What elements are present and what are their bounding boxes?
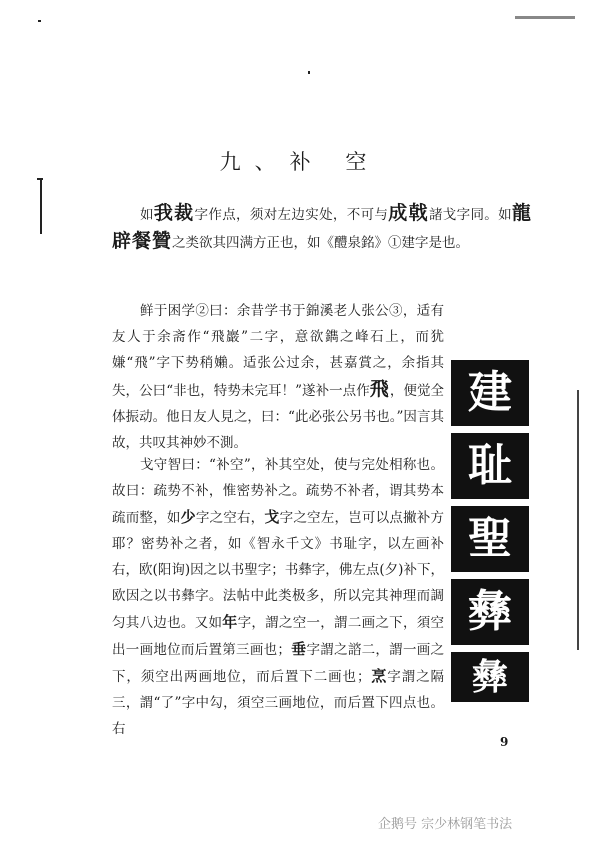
section-title: 九、补 空 <box>219 150 381 174</box>
paragraph-2 <box>112 298 444 456</box>
scan-speck <box>515 16 575 19</box>
paragraph-3 <box>112 452 444 742</box>
paragraph-1 <box>112 200 532 256</box>
calligraphy-example: 年 <box>222 613 238 631</box>
watermark: 企鹅号 宗少林钢笔书法 <box>378 817 513 832</box>
rubbing-glyph: 彝 <box>451 579 529 645</box>
text-run: 戈守智曰：“补空”，补其空处，使与完处相称也。故曰：疏势不补，惟密势补之。疏势不补者，谓其势本疏而整，如 <box>112 457 444 526</box>
text-run: 鲜于困学②曰：余昔学书于錦溪老人张公③，适有友人于余斋作“飛巖”二字，意欲鐫之峰石上，而犹嫌“飛”字下势稍嬾。适张公过余，甚嘉賞之，余指其失，公曰“非也，特势未完耳！”遂补一点作 <box>112 303 444 399</box>
text-run: 諸戈字同。如 <box>428 207 512 223</box>
text-run: 字謂之諮二，謂一画之下，须空出两画地位，而后置下二画也； <box>112 642 445 685</box>
calligraphy-example: 戈 <box>264 508 280 526</box>
text-run: 字作点，须对左边实处，不可与 <box>194 207 389 223</box>
calligraphy-example: 我裁 <box>153 202 195 224</box>
scan-speck <box>37 178 43 180</box>
rubbing-glyph: 建 <box>451 360 529 426</box>
calligraphy-example: 成戟 <box>388 202 429 224</box>
page-number: 9 <box>500 735 509 749</box>
text-run: ，便觉全体振动。他日友人見之，曰：“此必张公另书也。”因言其故，共叹其神妙不測。 <box>112 383 444 451</box>
scan-speck <box>577 390 579 650</box>
text-run: 字之空左，岂可以点撇补方耶？密势补之者，如《智永千文》书耻字，以左画补右，欧(阳询)因之以书聖字；书彝字，佛左点(夕)补下，欧因之以书彝字。法帖中此类极多，所以完其神理而調匀其八边也。又如 <box>112 510 445 631</box>
calligraphy-example: 少 <box>180 508 196 526</box>
text-run: 字，謂之空一，謂二画之下，須空出一画地位而后置第三画也； <box>112 615 445 658</box>
text-run: 之类欲其四满方正也，如《醴泉銘》①建字是也。 <box>172 235 470 251</box>
calligraphy-example: 烹 <box>370 667 388 685</box>
text-run: 字謂之隔三，謂“了”字中勾，須空三画地位，而后置下四点也。右 <box>112 669 445 737</box>
scan-speck <box>308 71 310 74</box>
calligraphy-example: 垂 <box>290 640 307 658</box>
rubbing-glyph: 聖 <box>451 506 529 572</box>
rubbing-glyph: 耻 <box>451 433 529 499</box>
rubbing-examples-column <box>451 360 531 709</box>
rubbing-glyph: 彝 <box>451 652 529 702</box>
scan-speck <box>40 178 42 234</box>
text-run: 如 <box>140 207 154 223</box>
text-run: 字之空右， <box>195 510 265 526</box>
calligraphy-example: 飛 <box>369 378 390 400</box>
scan-speck <box>38 20 41 22</box>
calligraphy-example: 龍辟餐贊 <box>112 202 532 252</box>
